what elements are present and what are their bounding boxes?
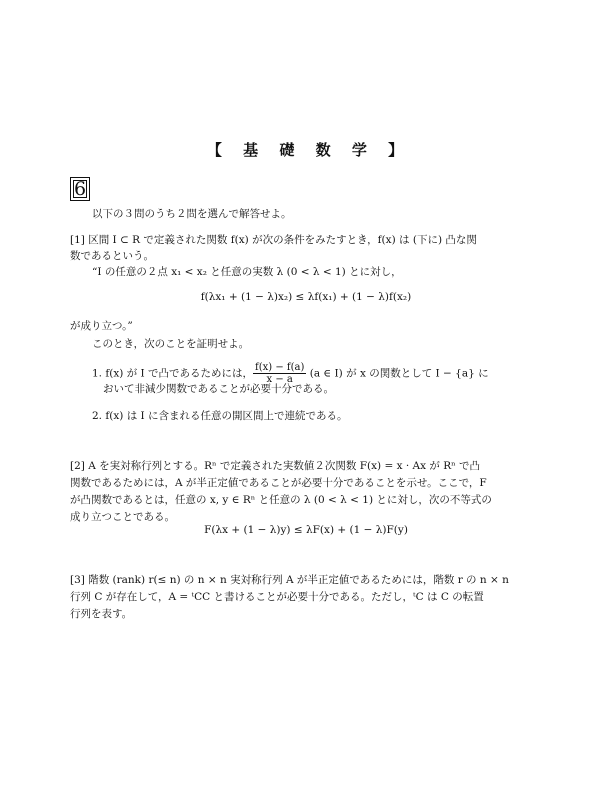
fraction-numerator: f(x) − f(a) <box>255 362 305 373</box>
q1-line4: が成り立つ。” <box>70 320 133 332</box>
exam-title <box>0 139 612 160</box>
title-bracket-open: 【 <box>206 141 224 159</box>
q3-line3: 行列を表す。 <box>70 608 133 620</box>
title-bracket-close: 】 <box>388 141 406 159</box>
problem-number-box <box>70 177 90 201</box>
q1-line1: [1] 区間 I ⊂ R で定義された関数 f(x) が次の条件をみたすとき，f(x) は (下に) 凸な関 <box>70 234 477 246</box>
q1-item1-suffix: (a ∈ I) が x の関数として I − {a} に <box>306 367 489 380</box>
q1-item1-prefix: 1. f(x) が I で凸であるためには， <box>92 367 254 380</box>
q1-item2: 2. f(x) は I に含まれる任意の開区間上で連続である。 <box>92 410 348 422</box>
fraction-denominator: x − a <box>266 374 293 385</box>
q1-line2: 数であるという。 <box>70 250 154 262</box>
instruction: 以下の３問のうち２問を選んで解答せよ。 <box>92 208 292 220</box>
title-char: 数 <box>315 141 333 159</box>
q2-line1: [2] A を実対称行列とする。Rⁿ で定義された実数値２次関数 F(x) = x · Ax が Rⁿ で凸 <box>70 460 481 472</box>
title-char: 基 <box>243 141 261 159</box>
q1-line3: “I の任意の２点 x₁ < x₂ と任意の実数 λ (0 < λ < 1) とに対し， <box>92 266 402 278</box>
q3-line2: 行列 C が存在して，A = ᵗCC と書けることが必要十分である。ただし，ᵗC は C の転置 <box>70 591 484 603</box>
q1-item1-line2: おいて非減少関数であることが必要十分である。 <box>103 383 334 395</box>
q2-line2: 関数であるためには，A が半正定値であることが必要十分であることを示せ。ここで，F <box>70 477 487 489</box>
title-char: 礎 <box>279 141 297 159</box>
q3-line1: [3] 階数 (rank) r(≤ n) の n × n 実対称行列 A が半正定値であるためには，階数 r の n × n <box>70 574 509 586</box>
q2-line4: 成り立つことである。 <box>70 511 175 523</box>
q1-formula: f(λx₁ + (1 − λ)x₂) ≤ λf(x₁) + (1 − λ)f(x₂) <box>200 291 412 303</box>
title-char: 学 <box>351 141 369 159</box>
q2-line3: が凸関数であるとは，任意の x, y ∈ Rⁿ と任意の λ (0 < λ < 1) とに対し，次の不等式の <box>70 494 492 506</box>
q2-formula: F(λx + (1 − λ)y) ≤ λF(x) + (1 − λ)F(y) <box>204 524 408 536</box>
problem-number: 6 <box>73 178 87 200</box>
q1-line5: このとき，次のことを証明せよ。 <box>92 338 250 350</box>
